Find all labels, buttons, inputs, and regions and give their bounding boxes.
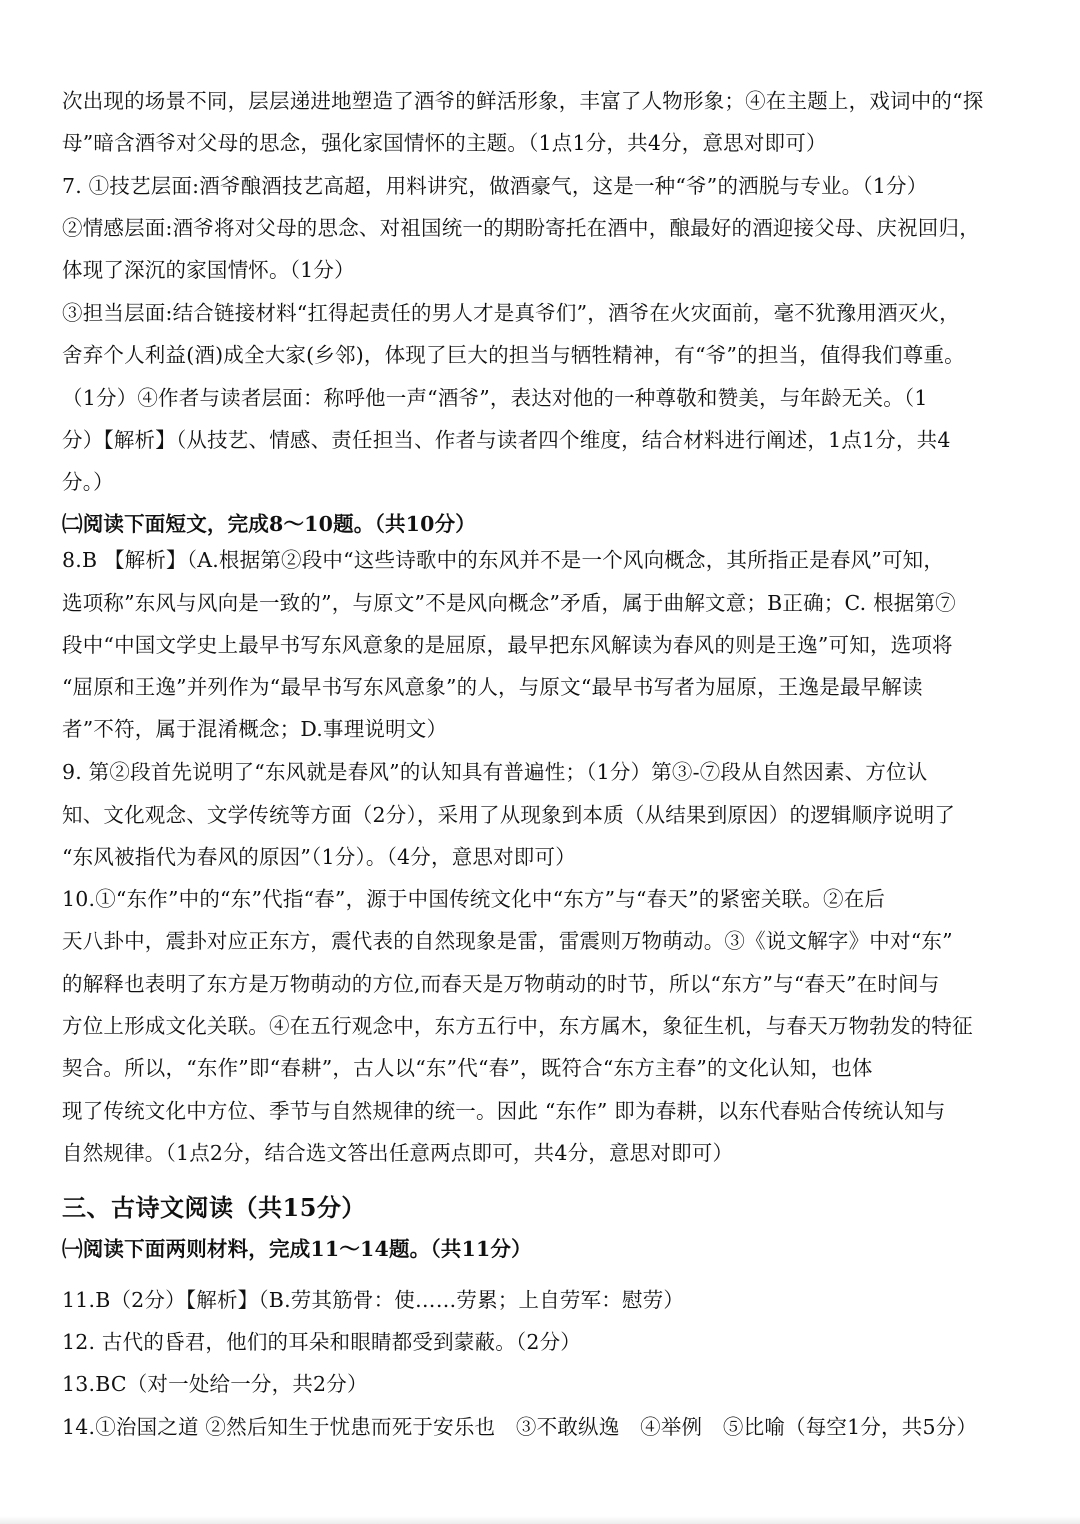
text-line: 天八卦中，震卦对应正东方，震代表的自然现象是雷，雷震则万物萌动。③《说文解字》中对“东” bbox=[62, 929, 953, 953]
text-line: “东风被指代为春风的原因”（1分）。（4分，意思对即可） bbox=[62, 845, 576, 869]
text-line: 舍弃个人利益(酒)成全大家(乡邻)，体现了巨大的担当与牺牲精神，有“爷”的担当，值得我们尊重。 bbox=[62, 343, 965, 367]
text-line: ③担当层面:结合链接材料“扛得起责任的男人才是真爷们”，酒爷在火灾面前，毫不犹豫用酒灭火， bbox=[62, 301, 960, 325]
answer-10-line: 10.①“东作”中的“东”代指“春”，源于中国传统文化中“东方”与“春天”的紧密关联。②在后 bbox=[62, 887, 886, 911]
text-line: 母”暗含酒爷对父母的思念，强化家国情怀的主题。（1点1分，共4分，意思对即可） bbox=[62, 131, 827, 155]
text-line: （1分）④作者与读者层面：称呼他一声“酒爷”，表达对他的一种尊敬和赞美，与年龄无关。（1 bbox=[62, 386, 928, 410]
text-line: 方位上形成文化关联。④在五行观念中，东方五行中，东方属木，象征生机，与春天万物勃发的特征 bbox=[62, 1014, 973, 1038]
text-line: 次出现的场景不同，层层递进地塑造了酒爷的鲜活形象，丰富了人物形象；④在主题上，戏词中的“探 bbox=[62, 89, 984, 113]
section-heading: 三、古诗文阅读（共15分） bbox=[62, 1193, 366, 1222]
answer-11-line: 11.B（2分）【解析】（B.劳其筋骨：使……劳累；上自劳军：慰劳） bbox=[62, 1288, 685, 1312]
text-line: 体现了深沉的家国情怀。（1分） bbox=[62, 258, 355, 282]
text-line: 现了传统文化中方位、季节与自然规律的统一。因此 “东作” 即为春耕，以东代春贴合传统认知与 bbox=[62, 1099, 946, 1123]
text-line: 契合。所以，“东作”即“春耕”，古人以“东”代“春”，既符合“东方主春”的文化认知，也体 bbox=[62, 1056, 873, 1080]
text-line: 段中“中国文学史上最早书写东风意象的是屈原，最早把东风解读为春风的则是王逸”可知，选项将 bbox=[62, 633, 953, 657]
subsection-heading: ㈠阅读下面两则材料，完成11～14题。（共11分） bbox=[62, 1237, 532, 1261]
answer-14-line: 14.①治国之道 ②然后知生于忧患而死于安乐也 ③不敢纵逸 ④举例 ⑤比喻（每空1分，共5分） bbox=[62, 1415, 978, 1439]
text-line: 分。） bbox=[62, 470, 114, 494]
answer-9-line: 9. 第②段首先说明了“东风就是春风”的认知具有普遍性；（1分）第③-⑦段从自然因素、方位认 bbox=[62, 760, 928, 784]
text-line: 分）【解析】（从技艺、情感、责任担当、作者与读者四个维度，结合材料进行阐述，1点1分，共4 bbox=[62, 428, 951, 452]
text-line: ②情感层面:酒爷将对父母的思念、对祖国统一的期盼寄托在酒中，酿最好的酒迎接父母、庆祝回归， bbox=[62, 216, 980, 240]
page-bottom-edge bbox=[0, 1516, 1080, 1524]
subsection-heading: ㈡阅读下面短文，完成8～10题。（共10分） bbox=[62, 512, 476, 536]
text-line: 者”不符，属于混淆概念；D.事理说明文） bbox=[62, 717, 448, 741]
answer-7-line: 7. ①技艺层面:酒爷酿酒技艺高超，用料讲究，做酒豪气，这是一种“爷”的洒脱与专业。（1分） bbox=[62, 174, 928, 198]
answer-12-line: 12. 古代的昏君，他们的耳朵和眼睛都受到蒙蔽。（2分） bbox=[62, 1330, 582, 1354]
text-line: 选项称”东风与风向是一致的”，与原文”不是风向概念”矛盾，属于曲解文意；B正确；C. 根据第⑦ bbox=[62, 591, 956, 615]
answer-8-line: 8.B 【解析】（A.根据第②段中“这些诗歌中的东风并不是一个风向概念，其所指正是春风”可知， bbox=[62, 548, 945, 572]
text-line: 的解释也表明了东方是万物萌动的方位,而春天是万物萌动的时节，所以“东方”与“春天”在时间与 bbox=[62, 972, 940, 996]
text-line: 知、文化观念、文学传统等方面（2分），采用了从现象到本质（从结果到原因）的逻辑顺序说明了 bbox=[62, 803, 956, 827]
text-line: “屈原和王逸”并列作为“最早书写东风意象”的人，与原文“最早书写者为屈原，王逸是最早解读 bbox=[62, 675, 923, 699]
text-line: 自然规律。（1点2分，结合选文答出任意两点即可，共4分，意思对即可） bbox=[62, 1141, 734, 1165]
answer-13-line: 13.BC（对一处给一分，共2分） bbox=[62, 1372, 368, 1396]
